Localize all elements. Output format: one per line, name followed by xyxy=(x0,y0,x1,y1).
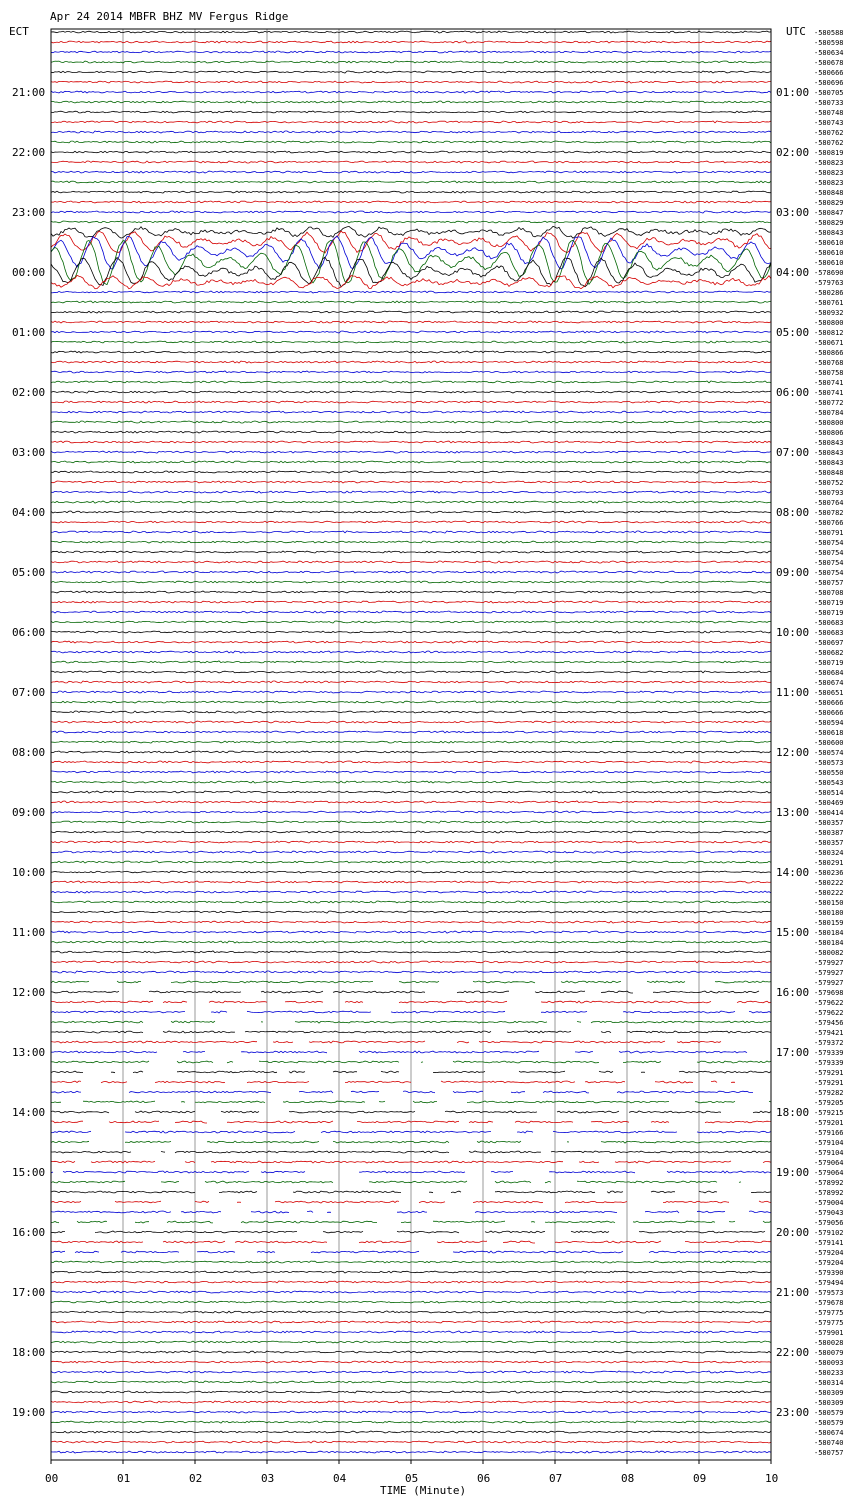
x-tick-label: 04 xyxy=(333,1472,347,1485)
row-count-label: -580651 xyxy=(814,689,844,697)
row-count-label: -580696 xyxy=(814,79,844,87)
row-count-label: -580823 xyxy=(814,159,844,167)
row-count-label: -580598 xyxy=(814,39,844,47)
row-count-label: -580222 xyxy=(814,879,844,887)
right-hour-label: 03:00 xyxy=(776,206,810,219)
row-count-label: -580682 xyxy=(814,649,844,657)
row-count-label: -580848 xyxy=(814,189,844,197)
row-count-label: -580666 xyxy=(814,709,844,717)
row-count-label: -580719 xyxy=(814,609,844,617)
row-count-label: -579004 xyxy=(814,1199,844,1207)
row-count-label: -580754 xyxy=(814,559,844,567)
row-count-label: -579901 xyxy=(814,1329,844,1337)
right-hour-label: 13:00 xyxy=(776,806,810,819)
right-hour-label: 22:00 xyxy=(776,1346,810,1359)
right-hour-label: 06:00 xyxy=(776,386,810,399)
x-tick-label: 00 xyxy=(45,1472,59,1485)
row-count-label: -579043 xyxy=(814,1209,844,1217)
row-count-label: -580610 xyxy=(814,259,844,267)
row-count-label: -580866 xyxy=(814,349,844,357)
row-count-label: -579763 xyxy=(814,279,844,287)
x-tick-label: 05 xyxy=(405,1472,419,1485)
row-count-label: -580028 xyxy=(814,1339,844,1347)
row-count-label: -580762 xyxy=(814,129,844,137)
chart-title: Apr 24 2014 MBFR BHZ MV Fergus Ridge xyxy=(50,10,289,23)
left-hour-label: 14:00 xyxy=(12,1106,46,1119)
left-hour-label: 21:00 xyxy=(12,86,46,99)
row-count-label: -580674 xyxy=(814,679,844,687)
left-hour-label: 23:00 xyxy=(12,206,46,219)
row-count-label: -579141 xyxy=(814,1239,844,1247)
row-count-label: -580823 xyxy=(814,169,844,177)
row-count-label: -580800 xyxy=(814,419,844,427)
left-hour-label: 06:00 xyxy=(12,626,46,639)
x-tick-label: 10 xyxy=(765,1472,779,1485)
row-count-label: -580772 xyxy=(814,399,844,407)
trace-row xyxy=(51,1041,721,1043)
row-count-label: -579104 xyxy=(814,1149,844,1157)
row-count-label: -580093 xyxy=(814,1359,844,1367)
row-count-label: -580291 xyxy=(814,859,844,867)
row-count-label: -580594 xyxy=(814,719,844,727)
left-hour-label: 16:00 xyxy=(12,1226,46,1239)
right-hour-label: 21:00 xyxy=(776,1286,810,1299)
row-count-label: -580579 xyxy=(814,1419,844,1427)
right-hour-label: 19:00 xyxy=(776,1166,810,1179)
row-count-label: -580666 xyxy=(814,699,844,707)
row-count-label: -579204 xyxy=(814,1249,844,1257)
row-count-label: -579927 xyxy=(814,959,844,967)
left-hour-label: 12:00 xyxy=(12,986,46,999)
left-hour-label: 22:00 xyxy=(12,146,46,159)
row-count-label: -580309 xyxy=(814,1389,844,1397)
trace-row xyxy=(51,1081,735,1083)
row-count-label: -580414 xyxy=(814,809,844,817)
row-count-label: -580741 xyxy=(814,389,844,397)
left-hour-label: 01:00 xyxy=(12,326,46,339)
left-hour-label: 15:00 xyxy=(12,1166,46,1179)
left-hour-label: 07:00 xyxy=(12,686,46,699)
row-count-label: -579456 xyxy=(814,1019,844,1027)
row-count-label: -580708 xyxy=(814,589,844,597)
trace-row xyxy=(51,1091,753,1093)
row-count-label: -580588 xyxy=(814,29,844,37)
row-count-label: -580674 xyxy=(814,1429,844,1437)
right-hour-label: 02:00 xyxy=(776,146,810,159)
x-tick-label: 08 xyxy=(621,1472,635,1485)
x-tick-label: 03 xyxy=(261,1472,275,1485)
x-axis-label: TIME (Minute) xyxy=(380,1484,467,1497)
row-count-label: -579339 xyxy=(814,1049,844,1057)
row-count-label: -580600 xyxy=(814,739,844,747)
row-count-label: -579775 xyxy=(814,1319,844,1327)
row-count-label: -580748 xyxy=(814,109,844,117)
row-count-label: -580684 xyxy=(814,669,844,677)
row-count-label: -580184 xyxy=(814,929,844,937)
row-count-label: -580761 xyxy=(814,299,844,307)
row-count-label: -579927 xyxy=(814,979,844,987)
row-count-label: -579390 xyxy=(814,1269,844,1277)
right-hour-label: 05:00 xyxy=(776,326,810,339)
row-count-label: -580754 xyxy=(814,539,844,547)
row-count-label: -580757 xyxy=(814,1449,844,1457)
row-count-label: -579775 xyxy=(814,1309,844,1317)
row-count-label: -580791 xyxy=(814,529,844,537)
row-count-label: -580671 xyxy=(814,339,844,347)
right-hour-label: 01:00 xyxy=(776,86,810,99)
row-count-label: -579678 xyxy=(814,1299,844,1307)
row-count-label: -580150 xyxy=(814,899,844,907)
right-hour-label: 04:00 xyxy=(776,266,810,279)
left-hour-label: 05:00 xyxy=(12,566,46,579)
row-count-label: -579064 xyxy=(814,1169,844,1177)
right-hour-label: 08:00 xyxy=(776,506,810,519)
row-count-label: -580469 xyxy=(814,799,844,807)
row-count-label: -580719 xyxy=(814,659,844,667)
row-count-label: -579291 xyxy=(814,1069,844,1077)
row-count-label: -580782 xyxy=(814,509,844,517)
row-count-label: -580848 xyxy=(814,469,844,477)
row-count-label: -579421 xyxy=(814,1029,844,1037)
row-count-label: -579064 xyxy=(814,1159,844,1167)
row-count-label: -580634 xyxy=(814,49,844,57)
row-count-label: -579622 xyxy=(814,1009,844,1017)
row-count-label: -579573 xyxy=(814,1289,844,1297)
row-count-label: -580764 xyxy=(814,499,844,507)
row-count-label: -580550 xyxy=(814,769,844,777)
right-hour-label: 20:00 xyxy=(776,1226,810,1239)
row-count-label: -580387 xyxy=(814,829,844,837)
row-count-label: -580843 xyxy=(814,229,844,237)
right-hour-label: 12:00 xyxy=(776,746,810,759)
x-tick-label: 09 xyxy=(693,1472,707,1485)
left-hour-label: 11:00 xyxy=(12,926,46,939)
left-hour-label: 19:00 xyxy=(12,1406,46,1419)
row-count-label: -580754 xyxy=(814,569,844,577)
row-count-label: -580286 xyxy=(814,289,844,297)
right-hour-label: 07:00 xyxy=(776,446,810,459)
row-count-label: -580819 xyxy=(814,149,844,157)
left-hour-label: 13:00 xyxy=(12,1046,46,1059)
row-count-label: -580514 xyxy=(814,789,844,797)
row-count-label: -579215 xyxy=(814,1109,844,1117)
row-count-label: -580678 xyxy=(814,59,844,67)
left-hour-label: 08:00 xyxy=(12,746,46,759)
row-count-label: -580683 xyxy=(814,629,844,637)
row-count-label: -580573 xyxy=(814,759,844,767)
row-count-label: -580236 xyxy=(814,869,844,877)
row-count-label: -580159 xyxy=(814,919,844,927)
left-hour-label: 02:00 xyxy=(12,386,46,399)
row-count-label: -578992 xyxy=(814,1179,844,1187)
left-hour-label: 09:00 xyxy=(12,806,46,819)
left-hour-label: 17:00 xyxy=(12,1286,46,1299)
row-count-label: -580752 xyxy=(814,479,844,487)
row-count-label: -580610 xyxy=(814,239,844,247)
x-tick-label: 07 xyxy=(549,1472,563,1485)
row-count-label: -578992 xyxy=(814,1189,844,1197)
left-hour-labels xyxy=(12,86,45,1419)
row-count-label: -580741 xyxy=(814,379,844,387)
row-count-label: -580743 xyxy=(814,119,844,127)
row-count-label: -580314 xyxy=(814,1379,844,1387)
row-count-label: -580683 xyxy=(814,619,844,627)
row-count-label: -580843 xyxy=(814,439,844,447)
left-hour-label: 04:00 xyxy=(12,506,46,519)
row-count-label: -580324 xyxy=(814,849,844,857)
trace-row xyxy=(51,1231,765,1233)
right-hour-label: 11:00 xyxy=(776,686,810,699)
right-hour-label: 16:00 xyxy=(776,986,810,999)
row-count-label: -580843 xyxy=(814,449,844,457)
row-count-label: -579166 xyxy=(814,1129,844,1137)
row-count-label: -580705 xyxy=(814,89,844,97)
row-count-label: -580574 xyxy=(814,749,844,757)
row-count-label: -579056 xyxy=(814,1219,844,1227)
row-count-label: -580768 xyxy=(814,359,844,367)
row-count-label: -579204 xyxy=(814,1259,844,1267)
row-count-label: -580762 xyxy=(814,139,844,147)
row-count-label: -580757 xyxy=(814,579,844,587)
row-count-label: -580357 xyxy=(814,839,844,847)
row-count-label: -580812 xyxy=(814,329,844,337)
row-count-label: -580800 xyxy=(814,319,844,327)
row-count-label: -579201 xyxy=(814,1119,844,1127)
row-count-labels xyxy=(814,29,844,1457)
row-count-label: -580357 xyxy=(814,819,844,827)
right-hour-label: 17:00 xyxy=(776,1046,810,1059)
left-hour-label: 03:00 xyxy=(12,446,46,459)
trace-row xyxy=(51,1051,747,1053)
row-count-label: -580719 xyxy=(814,599,844,607)
right-hour-label: 14:00 xyxy=(776,866,810,879)
row-count-label: -580823 xyxy=(814,179,844,187)
row-count-label: -580222 xyxy=(814,889,844,897)
left-axis-label: ECT xyxy=(9,25,29,38)
row-count-label: -580543 xyxy=(814,779,844,787)
row-count-label: -580847 xyxy=(814,209,844,217)
row-count-label: -580793 xyxy=(814,489,844,497)
row-count-label: -579104 xyxy=(814,1139,844,1147)
row-count-label: -580233 xyxy=(814,1369,844,1377)
row-count-label: -580079 xyxy=(814,1349,844,1357)
x-axis-ticks xyxy=(45,1460,778,1485)
left-hour-label: 00:00 xyxy=(12,266,46,279)
x-tick-label: 01 xyxy=(117,1472,131,1485)
row-count-label: -580806 xyxy=(814,429,844,437)
row-count-label: -580579 xyxy=(814,1409,844,1417)
row-count-label: -580740 xyxy=(814,1439,844,1447)
row-count-label: -579282 xyxy=(814,1089,844,1097)
row-count-label: -579927 xyxy=(814,969,844,977)
row-count-label: -580758 xyxy=(814,369,844,377)
row-count-label: -580733 xyxy=(814,99,844,107)
row-count-label: -580754 xyxy=(814,549,844,557)
row-count-label: -579622 xyxy=(814,999,844,1007)
row-count-label: -579291 xyxy=(814,1079,844,1087)
right-axis-label: UTC xyxy=(786,25,806,38)
left-hour-label: 10:00 xyxy=(12,866,46,879)
row-count-label: -579698 xyxy=(814,989,844,997)
row-count-label: -580666 xyxy=(814,69,844,77)
x-tick-label: 02 xyxy=(189,1472,203,1485)
trace-row xyxy=(51,991,759,993)
row-count-label: -580829 xyxy=(814,219,844,227)
left-hour-label: 18:00 xyxy=(12,1346,46,1359)
x-tick-label: 06 xyxy=(477,1472,491,1485)
row-count-label: -580610 xyxy=(814,249,844,257)
row-count-label: -579102 xyxy=(814,1229,844,1237)
row-count-label: -580082 xyxy=(814,949,844,957)
right-hour-label: 23:00 xyxy=(776,1406,810,1419)
row-count-label: -580618 xyxy=(814,729,844,737)
right-hour-label: 10:00 xyxy=(776,626,810,639)
right-hour-label: 09:00 xyxy=(776,566,810,579)
row-count-label: -580784 xyxy=(814,409,844,417)
row-count-label: -579372 xyxy=(814,1039,844,1047)
right-hour-label: 15:00 xyxy=(776,926,810,939)
grid-lines xyxy=(123,29,699,1460)
right-hour-label: 18:00 xyxy=(776,1106,810,1119)
row-count-label: -580932 xyxy=(814,309,844,317)
row-count-label: -580829 xyxy=(814,199,844,207)
row-count-label: -580180 xyxy=(814,909,844,917)
row-count-label: -580766 xyxy=(814,519,844,527)
row-count-label: -580843 xyxy=(814,459,844,467)
row-count-label: -579494 xyxy=(814,1279,844,1287)
row-count-label: -580184 xyxy=(814,939,844,947)
row-count-label: -578690 xyxy=(814,269,844,277)
row-count-label: -579339 xyxy=(814,1059,844,1067)
row-count-label: -580309 xyxy=(814,1399,844,1407)
right-hour-labels xyxy=(776,86,809,1419)
row-count-label: -579205 xyxy=(814,1099,844,1107)
row-count-label: -580697 xyxy=(814,639,844,647)
